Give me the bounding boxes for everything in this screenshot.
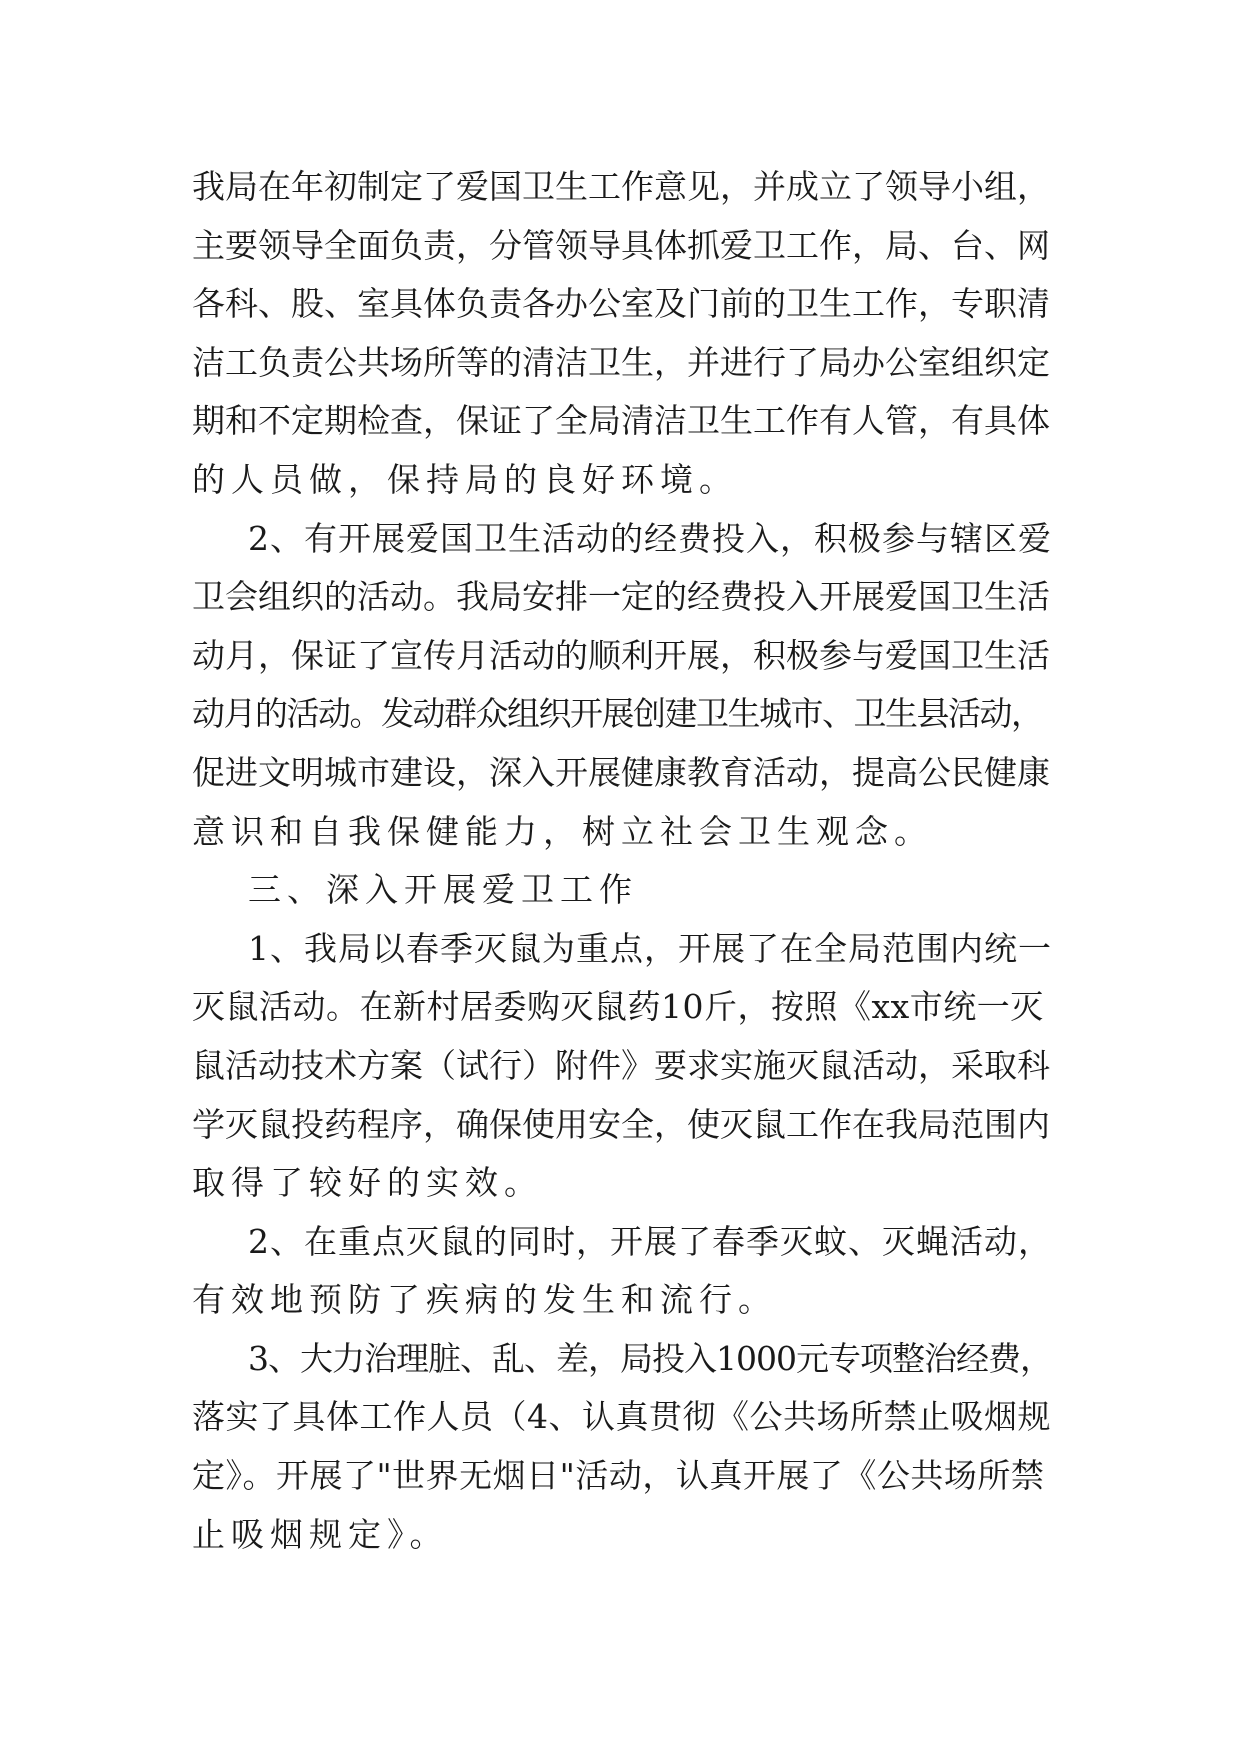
paragraph-first-line: 三、深入开展爱卫工作: [248, 870, 638, 910]
paragraph-line: 止吸烟规定》。: [192, 1514, 449, 1554]
paragraph-first-line: 2、有开展爱国卫生活动的经费投入，积极参与辖区爱: [248, 518, 1052, 558]
paragraph-first-line: 3、大力治理脏、乱、差，局投入1000元专项整治经费，: [248, 1338, 1052, 1378]
paragraph-line: 主要领导全面负责，分管领导具体抓爱卫工作，局、台、网: [192, 225, 1050, 265]
paragraph-line: 期和不定期检查，保证了全局清洁卫生工作有人管，有具体: [192, 401, 1050, 441]
paragraph-line: 促进文明城市建设，深入开展健康教育活动，提高公民健康: [192, 752, 1050, 792]
paragraph-line: 洁工负责公共场所等的清洁卫生，并进行了局办公室组织定: [192, 342, 1050, 382]
paragraph-line: 定》。开展了"世界无烟日"活动，认真开展了《公共场所禁: [192, 1456, 1045, 1496]
paragraph-line: 的人员做，保持局的良好环境。: [192, 459, 738, 499]
paragraph-first-line: 1、我局以春季灭鼠为重点，开展了在全局范围内统一: [248, 928, 1052, 968]
document-body: [192, 158, 1052, 1564]
paragraph-line: 动月的活动。发动群众组织开展创建卫生城市、卫生县活动，: [192, 694, 1043, 734]
paragraph-line: 学灭鼠投药程序，确保使用安全，使灭鼠工作在我局范围内: [192, 1104, 1050, 1144]
paragraph-line: 灭鼠活动。在新村居委购灭鼠药10斤，按照《xx市统一灭: [192, 987, 1044, 1027]
paragraph-line: 鼠活动技术方案（试行）附件》要求实施灭鼠活动，采取科: [192, 1045, 1050, 1085]
paragraph-line: 各科、股、室具体负责各办公室及门前的卫生工作，专职清: [192, 284, 1050, 324]
paragraph-line: 取得了较好的实效。: [192, 1163, 543, 1203]
paragraph-line: 有效地预防了疾病的发生和流行。: [192, 1280, 777, 1320]
paragraph-line: 意识和自我保健能力，树立社会卫生观念。: [192, 811, 933, 851]
paragraph-line: 我局在年初制定了爱国卫生工作意见，并成立了领导小组，: [192, 167, 1050, 206]
paragraph-first-line: 2、在重点灭鼠的同时，开展了春季灭蚊、灭蝇活动，: [248, 1221, 1052, 1261]
paragraph-line: 卫会组织的活动。我局安排一定的经费投入开展爱国卫生活: [192, 577, 1050, 617]
paragraph-line: 落实了具体工作人员（4、认真贯彻《公共场所禁止吸烟规: [192, 1397, 1051, 1437]
paragraph-line: 动月，保证了宣传月活动的顺利开展，积极参与爱国卫生活: [192, 635, 1050, 675]
